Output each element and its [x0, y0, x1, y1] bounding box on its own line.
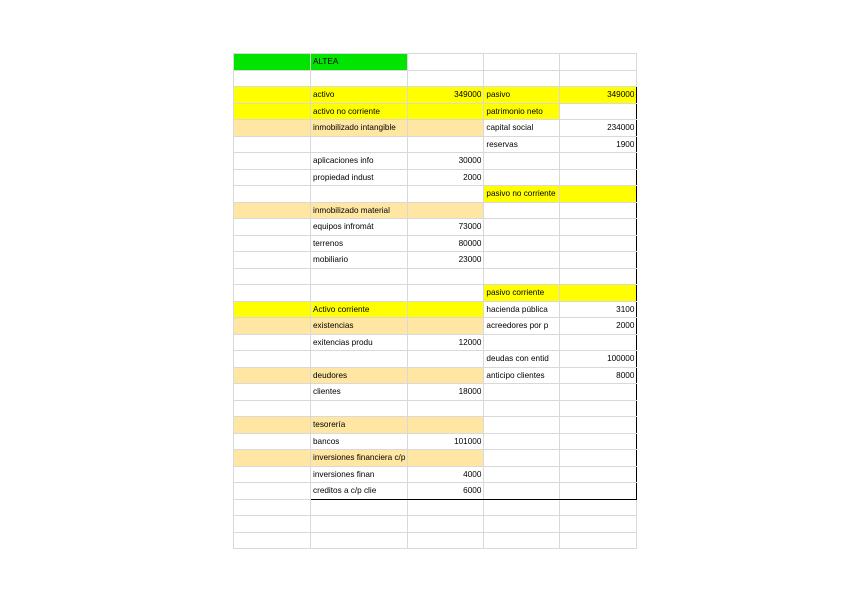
sheet-cell[interactable] [484, 466, 560, 483]
sheet-cell[interactable]: clientes [311, 384, 408, 401]
sheet-cell[interactable] [408, 268, 484, 285]
sheet-cell[interactable] [408, 285, 484, 302]
sheet-row [234, 466, 637, 483]
sheet-row [234, 153, 637, 170]
sheet-cell[interactable] [234, 516, 311, 533]
sheet-cell[interactable]: hacienda pública [484, 301, 560, 318]
sheet-cell[interactable] [234, 417, 311, 434]
sheet-row [234, 87, 637, 104]
sheet-cell[interactable]: 18000 [408, 384, 484, 401]
sheet-row [234, 516, 637, 533]
sheet-cell[interactable]: 2000 [408, 169, 484, 186]
sheet-row [234, 186, 637, 203]
sheet-cell[interactable] [234, 268, 311, 285]
sheet-row [234, 103, 637, 120]
sheet-cell[interactable] [484, 499, 560, 516]
sheet-cell[interactable]: pasivo no corriente [484, 186, 560, 203]
sheet-cell[interactable] [408, 103, 484, 120]
sheet-cell[interactable] [484, 153, 560, 170]
sheet-cell[interactable] [311, 532, 408, 549]
sheet-cell[interactable] [484, 532, 560, 549]
sheet-cell[interactable]: pasivo corriente [484, 285, 560, 302]
sheet-cell[interactable] [311, 499, 408, 516]
sheet-cell[interactable] [311, 285, 408, 302]
sheet-cell[interactable] [408, 186, 484, 203]
sheet-cell[interactable] [234, 169, 311, 186]
sheet-cell[interactable] [484, 384, 560, 401]
sheet-cell[interactable] [234, 483, 311, 500]
sheet-row [234, 334, 637, 351]
sheet-row [234, 301, 637, 318]
sheet-cell[interactable]: 234000 [560, 120, 637, 137]
sheet-row [234, 136, 637, 153]
sheet-cell[interactable] [408, 499, 484, 516]
sheet-cell[interactable]: reservas [484, 136, 560, 153]
sheet-cell[interactable] [484, 433, 560, 450]
sheet-cell[interactable]: propiedad indust [311, 169, 408, 186]
sheet-cell[interactable] [484, 252, 560, 269]
spreadsheet [233, 53, 637, 549]
sheet-cell[interactable] [234, 334, 311, 351]
sheet-cell[interactable]: 80000 [408, 235, 484, 252]
sheet-row [234, 120, 637, 137]
sheet-cell[interactable] [560, 186, 637, 203]
sheet-cell[interactable]: tesorería [311, 417, 408, 434]
sheet-row [234, 499, 637, 516]
sheet-cell[interactable]: 4000 [408, 466, 484, 483]
sheet-cell[interactable] [234, 186, 311, 203]
sheet-row [234, 268, 637, 285]
sheet-cell[interactable] [408, 532, 484, 549]
sheet-cell[interactable] [234, 136, 311, 153]
sheet-cell[interactable] [560, 219, 637, 236]
sheet-cell[interactable] [484, 268, 560, 285]
sheet-cell[interactable]: deudores [311, 367, 408, 384]
sheet-cell[interactable] [408, 202, 484, 219]
sheet-row [234, 450, 637, 467]
sheet-cell[interactable]: ALTEA [311, 54, 408, 71]
sheet-cell[interactable] [408, 351, 484, 368]
sheet-cell[interactable] [560, 70, 637, 87]
sheet-cell[interactable] [484, 516, 560, 533]
sheet-cell[interactable] [560, 268, 637, 285]
sheet-cell[interactable] [408, 367, 484, 384]
sheet-cell[interactable] [408, 301, 484, 318]
sheet-row [234, 318, 637, 335]
sheet-cell[interactable]: activo no corriente [311, 103, 408, 120]
sheet-cell[interactable] [560, 417, 637, 434]
sheet-cell[interactable] [484, 202, 560, 219]
sheet-cell[interactable] [234, 87, 311, 104]
sheet-cell[interactable]: acreedores por p [484, 318, 560, 335]
sheet-cell[interactable] [560, 400, 637, 417]
sheet-row [234, 400, 637, 417]
sheet-cell[interactable]: 349000 [560, 87, 637, 104]
sheet-cell[interactable] [408, 516, 484, 533]
sheet-row [234, 54, 637, 71]
sheet-cell[interactable] [484, 169, 560, 186]
sheet-cell[interactable] [560, 252, 637, 269]
sheet-cell[interactable] [484, 219, 560, 236]
sheet-cell[interactable] [408, 70, 484, 87]
sheet-cell[interactable]: existencias [311, 318, 408, 335]
sheet-cell[interactable] [234, 235, 311, 252]
sheet-cell[interactable] [234, 103, 311, 120]
sheet-cell[interactable] [484, 70, 560, 87]
sheet-row [234, 202, 637, 219]
sheet-cell[interactable] [311, 186, 408, 203]
sheet-cell[interactable] [234, 219, 311, 236]
sheet-row [234, 532, 637, 549]
sheet-cell[interactable] [234, 301, 311, 318]
sheet-cell[interactable] [560, 285, 637, 302]
sheet-cell[interactable] [560, 532, 637, 549]
sheet-cell[interactable]: 1900 [560, 136, 637, 153]
sheet-cell[interactable] [560, 450, 637, 467]
sheet-cell[interactable] [560, 433, 637, 450]
sheet-cell[interactable]: inversiones finan [311, 466, 408, 483]
sheet-cell[interactable] [560, 466, 637, 483]
sheet-cell[interactable]: patrimonio neto [484, 103, 560, 120]
sheet-cell[interactable] [408, 400, 484, 417]
sheet-cell[interactable] [560, 103, 637, 120]
sheet-cell[interactable]: 6000 [408, 483, 484, 500]
balance-sheet-table [233, 53, 637, 549]
sheet-cell[interactable] [560, 516, 637, 533]
sheet-cell[interactable] [560, 202, 637, 219]
sheet-row [234, 219, 637, 236]
sheet-row [234, 285, 637, 302]
sheet-cell[interactable]: 2000 [560, 318, 637, 335]
sheet-cell[interactable] [234, 318, 311, 335]
sheet-row [234, 483, 637, 500]
sheet-cell[interactable]: 3100 [560, 301, 637, 318]
sheet-cell[interactable]: 30000 [408, 153, 484, 170]
sheet-cell[interactable]: 349000 [408, 87, 484, 104]
sheet-cell[interactable] [234, 153, 311, 170]
sheet-cell[interactable] [408, 54, 484, 71]
sheet-cell[interactable]: bancos [311, 433, 408, 450]
sheet-cell[interactable]: 12000 [408, 334, 484, 351]
sheet-cell[interactable] [234, 70, 311, 87]
sheet-cell[interactable] [311, 136, 408, 153]
sheet-cell[interactable] [560, 235, 637, 252]
sheet-cell[interactable] [234, 120, 311, 137]
sheet-row [234, 252, 637, 269]
sheet-cell[interactable] [408, 417, 484, 434]
sheet-cell[interactable] [234, 400, 311, 417]
sheet-cell[interactable]: mobiliario [311, 252, 408, 269]
sheet-cell[interactable] [560, 153, 637, 170]
sheet-cell[interactable]: anticipo clientes [484, 367, 560, 384]
sheet-cell[interactable] [234, 54, 311, 71]
sheet-cell[interactable] [311, 400, 408, 417]
sheet-cell[interactable] [560, 334, 637, 351]
sheet-row [234, 367, 637, 384]
sheet-cell[interactable] [560, 54, 637, 71]
sheet-cell[interactable] [234, 532, 311, 549]
sheet-cell[interactable]: 73000 [408, 219, 484, 236]
sheet-cell[interactable]: aplicaciones info [311, 153, 408, 170]
sheet-cell[interactable] [408, 120, 484, 137]
sheet-cell[interactable] [484, 54, 560, 71]
sheet-cell[interactable]: equipos infromát [311, 219, 408, 236]
sheet-cell[interactable] [560, 169, 637, 186]
sheet-cell[interactable]: Activo corriente [311, 301, 408, 318]
sheet-cell[interactable]: 8000 [560, 367, 637, 384]
sheet-cell[interactable] [234, 252, 311, 269]
sheet-cell[interactable] [234, 466, 311, 483]
sheet-row [234, 351, 637, 368]
sheet-cell[interactable] [484, 417, 560, 434]
sheet-cell[interactable] [484, 450, 560, 467]
sheet-cell[interactable]: 23000 [408, 252, 484, 269]
sheet-cell[interactable]: creditos a c/p clie [311, 483, 408, 500]
sheet-cell[interactable] [560, 499, 637, 516]
sheet-cell[interactable] [234, 499, 311, 516]
sheet-cell[interactable] [408, 136, 484, 153]
sheet-cell[interactable] [484, 483, 560, 500]
sheet-cell[interactable] [408, 450, 484, 467]
sheet-cell[interactable] [311, 516, 408, 533]
sheet-cell[interactable] [311, 70, 408, 87]
sheet-cell[interactable] [311, 351, 408, 368]
sheet-cell[interactable]: terrenos [311, 235, 408, 252]
sheet-cell[interactable] [234, 367, 311, 384]
sheet-cell[interactable]: activo [311, 87, 408, 104]
sheet-cell[interactable] [234, 202, 311, 219]
sheet-row [234, 433, 637, 450]
sheet-cell[interactable]: inmobilizado material [311, 202, 408, 219]
sheet-cell[interactable]: exitencias produ [311, 334, 408, 351]
sheet-cell[interactable] [484, 235, 560, 252]
sheet-cell[interactable] [560, 384, 637, 401]
sheet-row [234, 417, 637, 434]
sheet-row [234, 169, 637, 186]
sheet-cell[interactable]: capital social [484, 120, 560, 137]
sheet-cell[interactable]: deudas con entid [484, 351, 560, 368]
sheet-cell[interactable] [234, 433, 311, 450]
sheet-cell[interactable] [560, 483, 637, 500]
sheet-cell[interactable]: 101000 [408, 433, 484, 450]
sheet-row [234, 70, 637, 87]
sheet-cell[interactable] [234, 351, 311, 368]
sheet-cell[interactable] [408, 318, 484, 335]
sheet-cell[interactable] [311, 268, 408, 285]
sheet-cell[interactable] [234, 384, 311, 401]
sheet-row [234, 384, 637, 401]
sheet-cell[interactable] [484, 400, 560, 417]
sheet-cell[interactable] [234, 285, 311, 302]
sheet-cell[interactable]: pasivo [484, 87, 560, 104]
sheet-cell[interactable]: 100000 [560, 351, 637, 368]
sheet-cell[interactable] [484, 334, 560, 351]
sheet-cell[interactable] [234, 450, 311, 467]
sheet-cell[interactable]: inmobilizado intangible [311, 120, 408, 137]
sheet-cell[interactable]: inversiones financiera c/p [311, 450, 408, 467]
sheet-row [234, 235, 637, 252]
